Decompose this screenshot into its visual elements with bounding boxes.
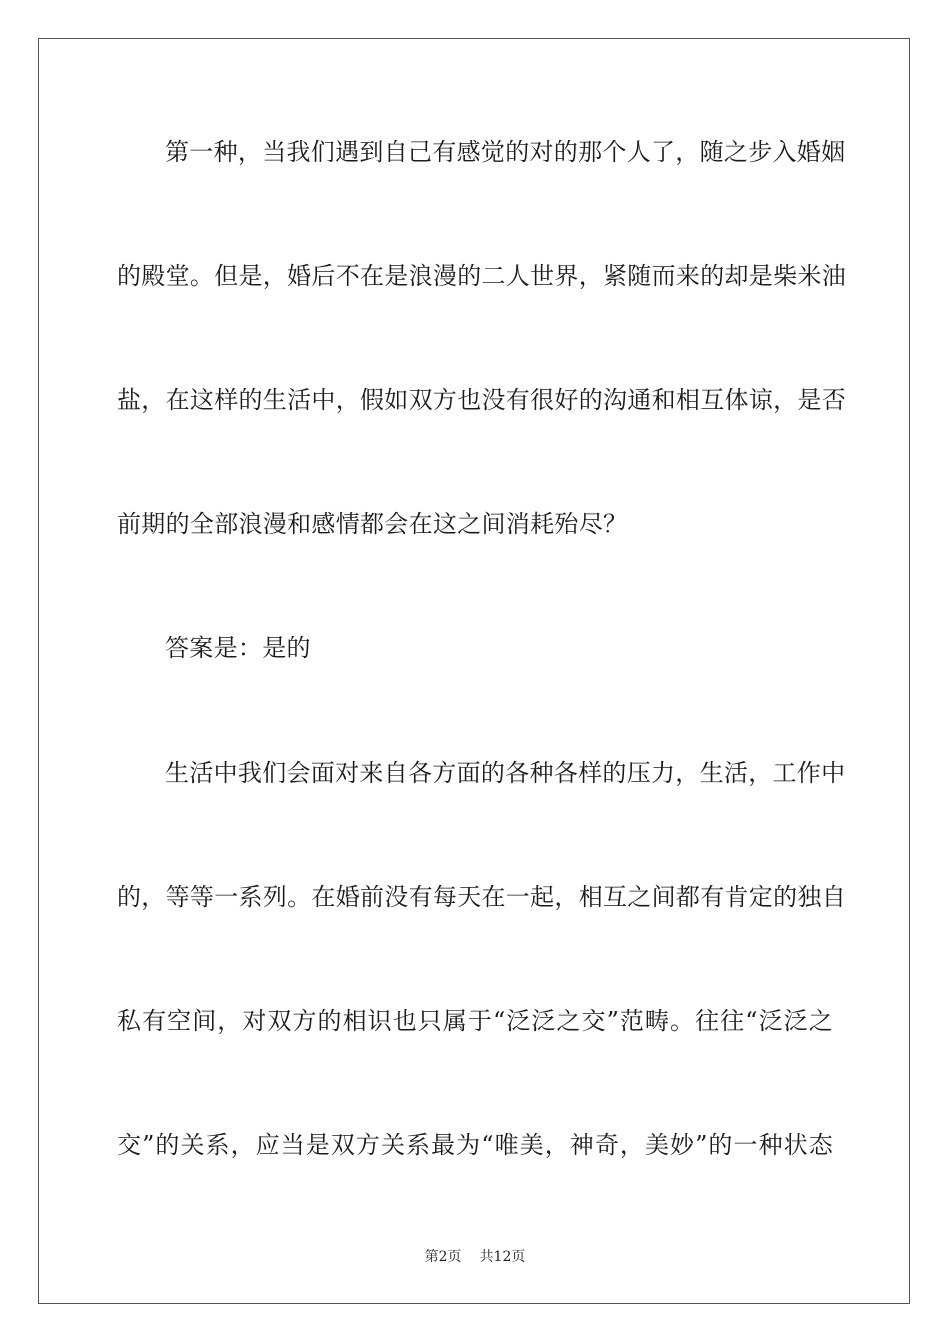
paragraph-2-line-1: 答案是：是的 <box>165 634 311 662</box>
page-footer <box>0 1248 950 1266</box>
paragraph-1-line-2: 的殿堂。但是，婚后不在是浪漫的二人世界，紧随而来的却是柴米油 <box>117 262 846 290</box>
paragraph-1-line-1: 第一种，当我们遇到自己有感觉的对的那个人了，随之步入婚姻 <box>165 138 846 166</box>
paragraph-3-line-4: 交”的关系，应当是双方关系最为“唯美，神奇，美妙”的一种状态 <box>117 1131 833 1159</box>
total-page-count: 共12页 <box>479 1249 526 1265</box>
paragraph-1-line-3: 盐，在这样的生活中，假如双方也没有很好的沟通和相互体谅，是否 <box>117 386 846 414</box>
page-border <box>38 38 910 1304</box>
paragraph-1-line-4: 前期的全部浪漫和感情都会在这之间消耗殆尽？ <box>117 510 628 538</box>
current-page-number: 第2页 <box>424 1249 462 1265</box>
paragraph-3-line-2: 的，等等一系列。在婚前没有每天在一起，相互之间都有肯定的独自 <box>117 883 846 911</box>
paragraph-3-line-1: 生活中我们会面对来自各方面的各种各样的压力，生活，工作中 <box>165 759 846 787</box>
paragraph-3-line-3: 私有空间，对双方的相识也只属于“泛泛之交”范畴。往往“泛泛之 <box>117 1007 833 1035</box>
